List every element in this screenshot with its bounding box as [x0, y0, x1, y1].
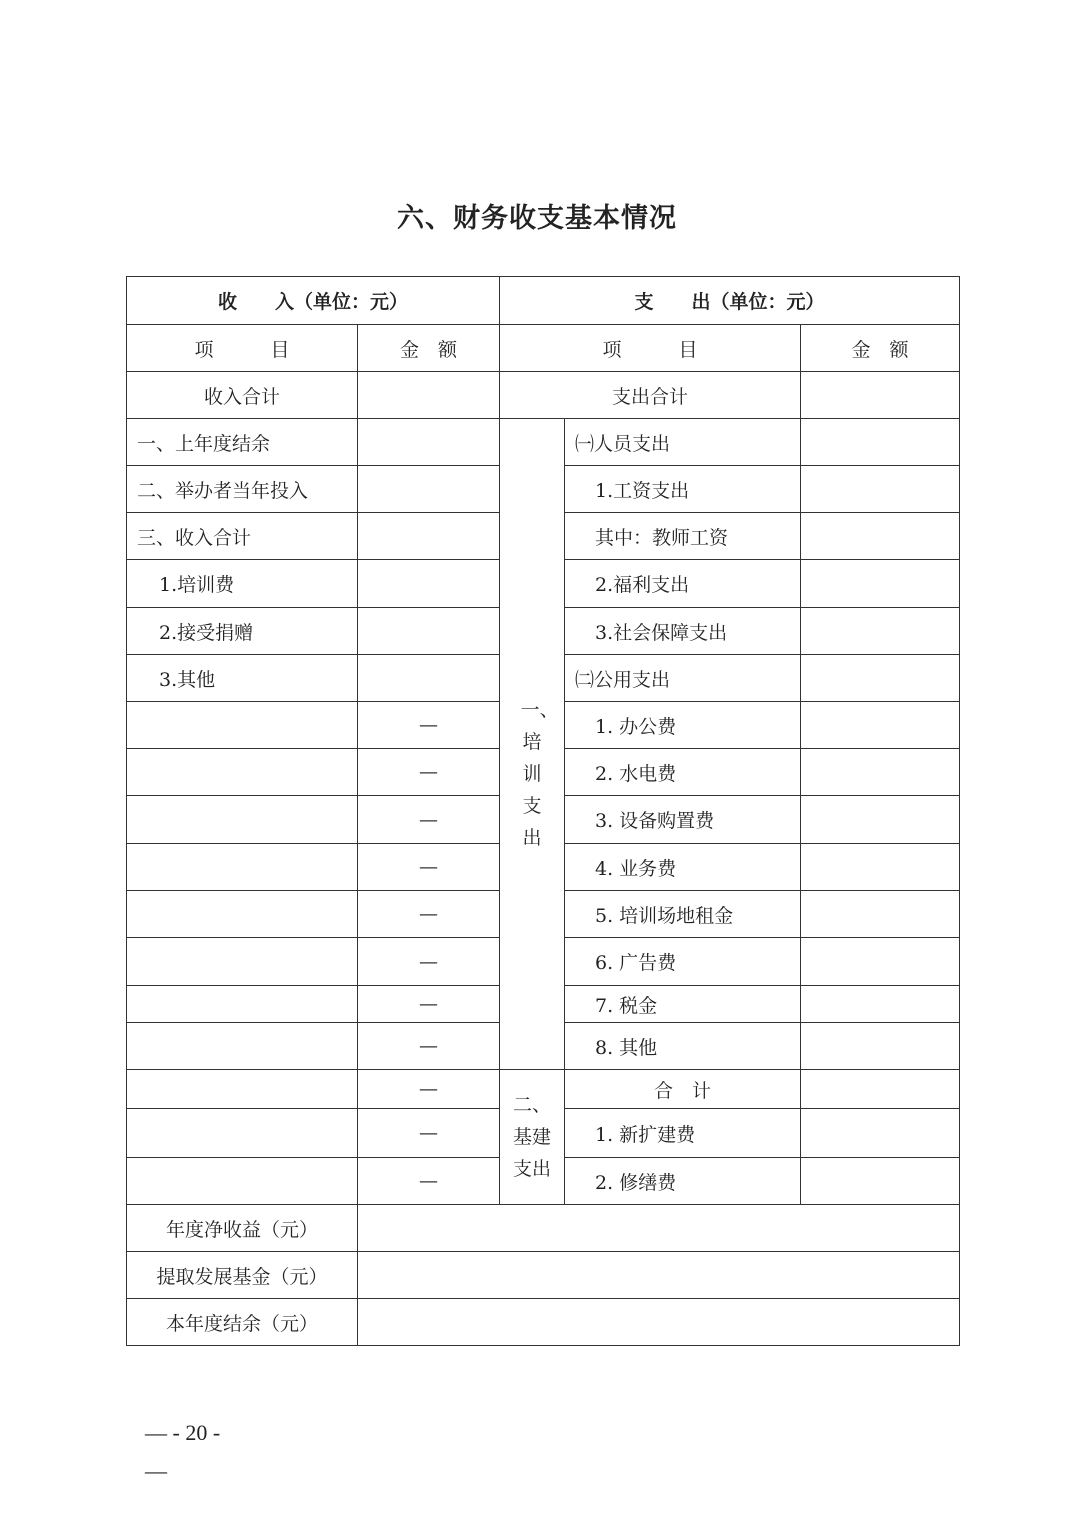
expense-amount-cell[interactable]: [801, 702, 960, 749]
expense-amount-cell[interactable]: [801, 513, 960, 560]
expense-header: 支 出（单位：元）: [500, 277, 960, 325]
expense-amount-cell[interactable]: [801, 560, 960, 608]
income-item-cell[interactable]: [127, 891, 358, 938]
footer-row: [127, 1252, 960, 1299]
expense-total-label: 支出合计: [500, 372, 801, 419]
expense-amount-cell[interactable]: [801, 608, 960, 655]
expense-amount-cell[interactable]: [801, 655, 960, 702]
table-row: [127, 419, 960, 466]
page-mark: —: [145, 1458, 167, 1483]
expense-amount-cell[interactable]: [801, 1158, 960, 1205]
income-item: 3.其他: [127, 655, 358, 702]
expense-item: 合 计: [565, 1070, 801, 1109]
expense-item: 其中：教师工资: [565, 513, 801, 560]
dash-mark: —: [358, 844, 500, 891]
expense-amount-cell[interactable]: [801, 1023, 960, 1070]
header-row: [127, 277, 960, 325]
expense-item: 7. 税金: [565, 986, 801, 1023]
income-amount-cell[interactable]: [358, 513, 500, 560]
dash-mark: —: [358, 1109, 500, 1158]
total-row: [127, 372, 960, 419]
income-total-label: 收入合计: [127, 372, 358, 419]
income-item-cell[interactable]: [127, 1070, 358, 1109]
expense-amount-cell[interactable]: [801, 749, 960, 796]
income-item-cell[interactable]: [127, 938, 358, 986]
income-item-cell[interactable]: [127, 749, 358, 796]
development-fund-label: 提取发展基金（元）: [127, 1252, 358, 1299]
income-item-cell[interactable]: [127, 796, 358, 844]
expense-item: 1. 办公费: [565, 702, 801, 749]
expense-item: ㈡公用支出: [565, 655, 801, 702]
expense-item: 4. 业务费: [565, 844, 801, 891]
expense-item: 1. 新扩建费: [565, 1109, 801, 1158]
expense-item: 8. 其他: [565, 1023, 801, 1070]
dash-mark: —: [358, 1070, 500, 1109]
expense-total-amount[interactable]: [801, 372, 960, 419]
income-item: 三、收入合计: [127, 513, 358, 560]
expense-item: ㈠人员支出: [565, 419, 801, 466]
income-item: 2.接受捐赠: [127, 608, 358, 655]
dash-mark: —: [358, 796, 500, 844]
expense-item: 3.社会保障支出: [565, 608, 801, 655]
expense-amount-cell[interactable]: [801, 1070, 960, 1109]
income-item-cell[interactable]: [127, 1109, 358, 1158]
training-expense-group: [500, 419, 565, 1070]
expense-amount-cell[interactable]: [801, 844, 960, 891]
expense-amount-cell[interactable]: [801, 419, 960, 466]
footer-row: [127, 1299, 960, 1346]
dash-mark: —: [358, 891, 500, 938]
dash-mark: —: [358, 749, 500, 796]
income-item-header: 项 目: [127, 325, 358, 372]
expense-item: 2. 修缮费: [565, 1158, 801, 1205]
expense-amount-cell[interactable]: [801, 986, 960, 1023]
dash-mark: —: [358, 1158, 500, 1205]
income-amount-cell[interactable]: [358, 419, 500, 466]
income-item: 二、举办者当年投入: [127, 466, 358, 513]
income-amount-cell[interactable]: [358, 560, 500, 608]
dash-mark: —: [358, 702, 500, 749]
column-header-row: [127, 325, 960, 372]
income-item: 1.培训费: [127, 560, 358, 608]
expense-item: 2.福利支出: [565, 560, 801, 608]
page-number: — - 20 -: [145, 1420, 221, 1445]
income-item-cell[interactable]: [127, 1023, 358, 1070]
dash-mark: —: [358, 1023, 500, 1070]
construction-expense-group: [500, 1070, 565, 1205]
expense-item: 6. 广告费: [565, 938, 801, 986]
income-item-cell[interactable]: [127, 844, 358, 891]
net-income-value[interactable]: [358, 1205, 960, 1252]
expense-amount-header: 金 额: [801, 325, 960, 372]
expense-item-header: 项 目: [500, 325, 801, 372]
expense-item: 1.工资支出: [565, 466, 801, 513]
income-amount-cell[interactable]: [358, 608, 500, 655]
finance-table: [126, 276, 960, 1346]
year-balance-label: 本年度结余（元）: [127, 1299, 358, 1346]
expense-item: 2. 水电费: [565, 749, 801, 796]
training-group-label: 一、培训支出: [520, 699, 559, 849]
expense-amount-cell[interactable]: [801, 938, 960, 986]
expense-amount-cell[interactable]: [801, 1109, 960, 1158]
income-header: 收 入（单位：元）: [127, 277, 500, 325]
income-item-cell[interactable]: [127, 986, 358, 1023]
income-amount-header: 金 额: [358, 325, 500, 372]
page-title: 六、财务收支基本情况: [397, 203, 677, 234]
income-item-cell[interactable]: [127, 702, 358, 749]
income-item-cell[interactable]: [127, 1158, 358, 1205]
expense-item: 3. 设备购置费: [565, 796, 801, 844]
table-row: [127, 1070, 960, 1109]
development-fund-value[interactable]: [358, 1252, 960, 1299]
footer-row: [127, 1205, 960, 1252]
net-income-label: 年度净收益（元）: [127, 1205, 358, 1252]
dash-mark: —: [358, 938, 500, 986]
expense-amount-cell[interactable]: [801, 466, 960, 513]
construction-group-label: 二、基建支出: [513, 1094, 552, 1180]
income-item: 一、上年度结余: [127, 419, 358, 466]
income-amount-cell[interactable]: [358, 655, 500, 702]
income-total-amount[interactable]: [358, 372, 500, 419]
expense-amount-cell[interactable]: [801, 796, 960, 844]
expense-amount-cell[interactable]: [801, 891, 960, 938]
year-balance-value[interactable]: [358, 1299, 960, 1346]
income-amount-cell[interactable]: [358, 466, 500, 513]
expense-item: 5. 培训场地租金: [565, 891, 801, 938]
dash-mark: —: [358, 986, 500, 1023]
